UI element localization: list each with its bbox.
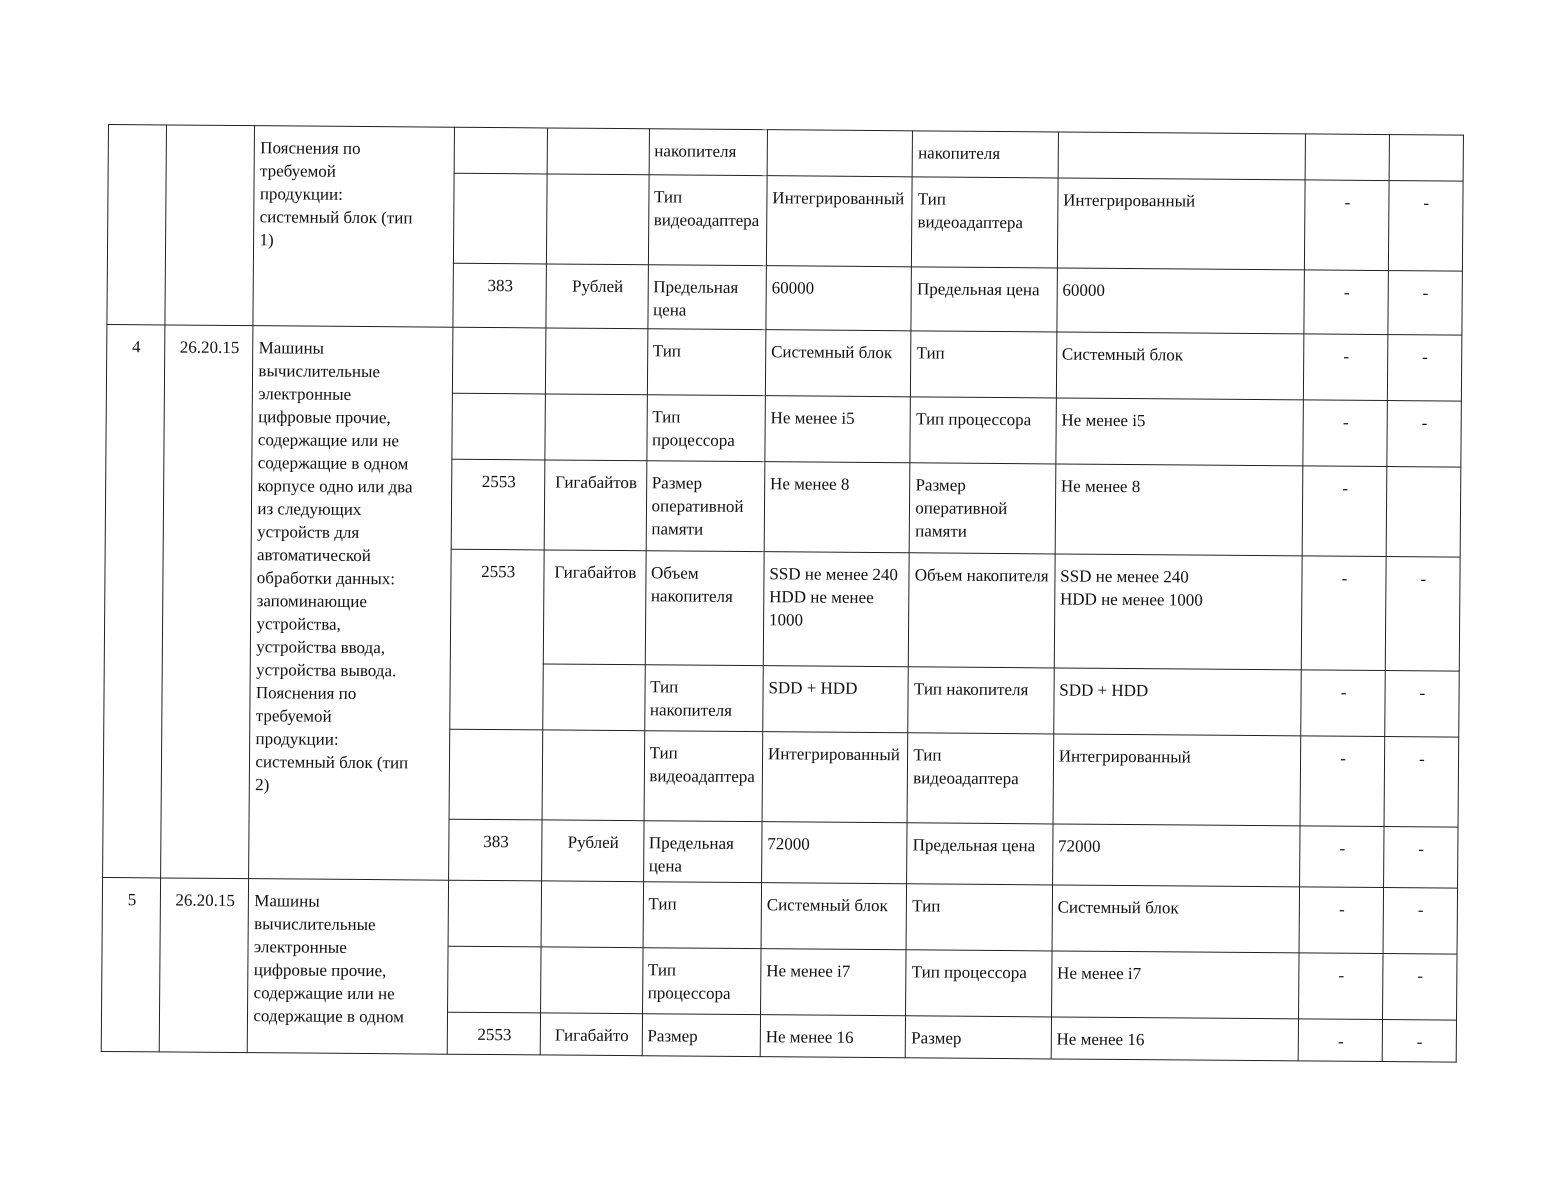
- okpd-code: [165, 125, 255, 326]
- function-cell: -: [1383, 888, 1458, 955]
- justification-cell: [1306, 134, 1390, 181]
- okpd-code: 26.20.15: [161, 325, 254, 879]
- characteristic-name-2: Тип видеоадаптера: [912, 177, 1058, 268]
- unit-code: [452, 393, 546, 460]
- characteristic-value: SDD + HDD: [763, 666, 909, 733]
- function-cell: -: [1384, 737, 1459, 828]
- characteristic-value: Не менее 8: [764, 462, 910, 553]
- unit-name: Гигабайто: [540, 1013, 642, 1056]
- product-name: Машины вычислительные электронные цифровые прочие, содержащие или не содержащие в одном корпусе одно или два из следующих устройств для автоматической обработки данных: запоминающие устройства, устройства ввода, устройства вывода. Пояснения по требуемой продукции: системный блок (тип 2): [249, 326, 453, 881]
- table-row: [102, 877, 1457, 954]
- unit-code: 2553: [447, 1012, 541, 1055]
- characteristic-value-2: Не менее 8: [1055, 464, 1303, 556]
- characteristic-value-2: Интегрированный: [1057, 178, 1305, 270]
- unit-code: 2553: [450, 549, 545, 730]
- characteristic-name-2: Размер: [906, 1016, 1052, 1059]
- unit-code: [449, 729, 543, 820]
- characteristic-value-2: [1058, 132, 1306, 180]
- unit-code: [452, 327, 546, 394]
- characteristic-name: Тип процессора: [642, 948, 761, 1015]
- characteristic-name: Тип видеоадаптера: [644, 731, 763, 822]
- characteristic-value-2: 60000: [1057, 268, 1305, 334]
- function-cell: -: [1384, 671, 1459, 738]
- characteristic-value: 72000: [761, 822, 907, 884]
- characteristic-value: [767, 130, 913, 177]
- unit-code: 2553: [451, 459, 545, 550]
- unit-code: [448, 946, 542, 1013]
- table-row: [106, 324, 1461, 401]
- characteristic-name: накопителя: [649, 129, 768, 176]
- unit-name: Рублей: [546, 264, 648, 329]
- function-cell: -: [1385, 557, 1460, 672]
- characteristic-name-2: Тип процессора: [910, 397, 1056, 464]
- justification-cell: -: [1305, 180, 1389, 271]
- justification-cell: -: [1299, 887, 1383, 954]
- unit-name: [541, 947, 643, 1014]
- characteristic-name-2: накопителя: [912, 131, 1058, 178]
- specification-table: [101, 124, 1464, 1063]
- characteristic-name-2: Тип накопителя: [908, 667, 1054, 734]
- characteristic-value: Интегрированный: [766, 176, 912, 267]
- justification-cell: -: [1300, 826, 1384, 888]
- table-row: [108, 125, 1463, 182]
- unit-name: [546, 328, 648, 395]
- unit-code: [453, 173, 547, 264]
- function-cell: [1386, 467, 1461, 558]
- okpd-code: 26.20.15: [159, 878, 249, 1053]
- justification-cell: -: [1304, 270, 1388, 335]
- row-number: 5: [101, 877, 161, 1051]
- product-name: Пояснения по требуемой продукции: системный блок (тип 1): [253, 126, 454, 328]
- characteristic-name: Тип процессора: [646, 395, 765, 462]
- characteristic-name: Тип: [643, 882, 762, 949]
- characteristic-name: Тип видеоадаптера: [648, 175, 767, 266]
- unit-name: [547, 174, 649, 265]
- unit-code: 383: [453, 263, 547, 328]
- unit-code: [454, 127, 548, 174]
- characteristic-name-2: Размер оперативной памяти: [909, 463, 1055, 554]
- unit-name: [543, 664, 645, 731]
- justification-cell: -: [1299, 953, 1383, 1020]
- characteristic-value: Не менее i5: [765, 396, 911, 463]
- function-cell: -: [1388, 181, 1463, 272]
- function-cell: -: [1382, 954, 1457, 1021]
- function-cell: [1389, 135, 1464, 182]
- characteristic-name-2: Предельная цена: [907, 823, 1053, 885]
- unit-name: Рублей: [542, 820, 644, 882]
- characteristic-name: Тип накопителя: [644, 665, 763, 732]
- unit-name: [545, 394, 647, 461]
- unit-code: [448, 880, 542, 947]
- unit-name: [542, 730, 644, 821]
- characteristic-value-2: Интегрированный: [1053, 734, 1301, 826]
- unit-name: [547, 128, 649, 175]
- characteristic-name-2: Объем накопителя: [909, 553, 1055, 668]
- characteristic-value-2: 72000: [1052, 824, 1300, 887]
- characteristic-name: Предельная цена: [647, 265, 766, 330]
- justification-cell: -: [1301, 670, 1385, 737]
- justification-cell: -: [1299, 1019, 1383, 1062]
- function-cell: -: [1383, 827, 1458, 889]
- characteristic-value-2: Не менее 16: [1051, 1017, 1299, 1061]
- justification-cell: -: [1302, 556, 1386, 671]
- justification-cell: -: [1303, 466, 1387, 557]
- unit-name: Гигабайтов: [544, 550, 646, 665]
- characteristic-name-2: Тип: [911, 331, 1057, 398]
- characteristic-value-2: Системный блок: [1052, 885, 1300, 953]
- row-number: [107, 125, 167, 325]
- characteristic-value: SSD не менее 240 HDD не менее 1000: [763, 552, 909, 667]
- characteristic-value: Интегрированный: [762, 732, 908, 823]
- characteristic-value: 60000: [766, 266, 912, 331]
- characteristic-name: Объем накопителя: [645, 551, 764, 666]
- characteristic-name-2: Тип процессора: [906, 950, 1052, 1017]
- function-cell: -: [1388, 271, 1463, 336]
- function-cell: -: [1387, 401, 1462, 468]
- unit-name: Гигабайтов: [544, 460, 646, 551]
- unit-code: 383: [449, 819, 543, 881]
- characteristic-value-2: Системный блок: [1056, 332, 1304, 400]
- justification-cell: -: [1304, 334, 1388, 401]
- characteristic-value: Системный блок: [765, 330, 911, 397]
- characteristic-value: Не менее i7: [760, 949, 906, 1016]
- justification-cell: -: [1303, 400, 1387, 467]
- row-number: 4: [103, 324, 165, 877]
- characteristic-value-2: SDD + HDD: [1053, 668, 1301, 736]
- characteristic-value-2: Не менее i7: [1051, 951, 1299, 1019]
- characteristic-name-2: Тип видеоадаптера: [907, 733, 1053, 824]
- characteristic-name: Тип: [647, 329, 766, 396]
- characteristic-value: Системный блок: [761, 883, 907, 950]
- characteristic-name: Предельная цена: [643, 821, 762, 883]
- function-cell: -: [1382, 1020, 1457, 1063]
- characteristic-name: Размер: [642, 1014, 761, 1057]
- characteristic-value-2: Не менее i5: [1056, 398, 1304, 466]
- unit-name: [541, 881, 643, 948]
- characteristic-name-2: Тип: [906, 884, 1052, 951]
- characteristic-value-2: SSD не менее 240 HDD не менее 1000: [1054, 554, 1303, 670]
- characteristic-name: Размер оперативной памяти: [646, 461, 765, 552]
- justification-cell: -: [1300, 736, 1384, 827]
- characteristic-name-2: Предельная цена: [911, 267, 1057, 332]
- characteristic-value: Не менее 16: [760, 1015, 906, 1058]
- function-cell: -: [1387, 335, 1462, 402]
- product-name: Машины вычислительные электронные цифровые прочие, содержащие или не содержащие в одном: [248, 879, 449, 1055]
